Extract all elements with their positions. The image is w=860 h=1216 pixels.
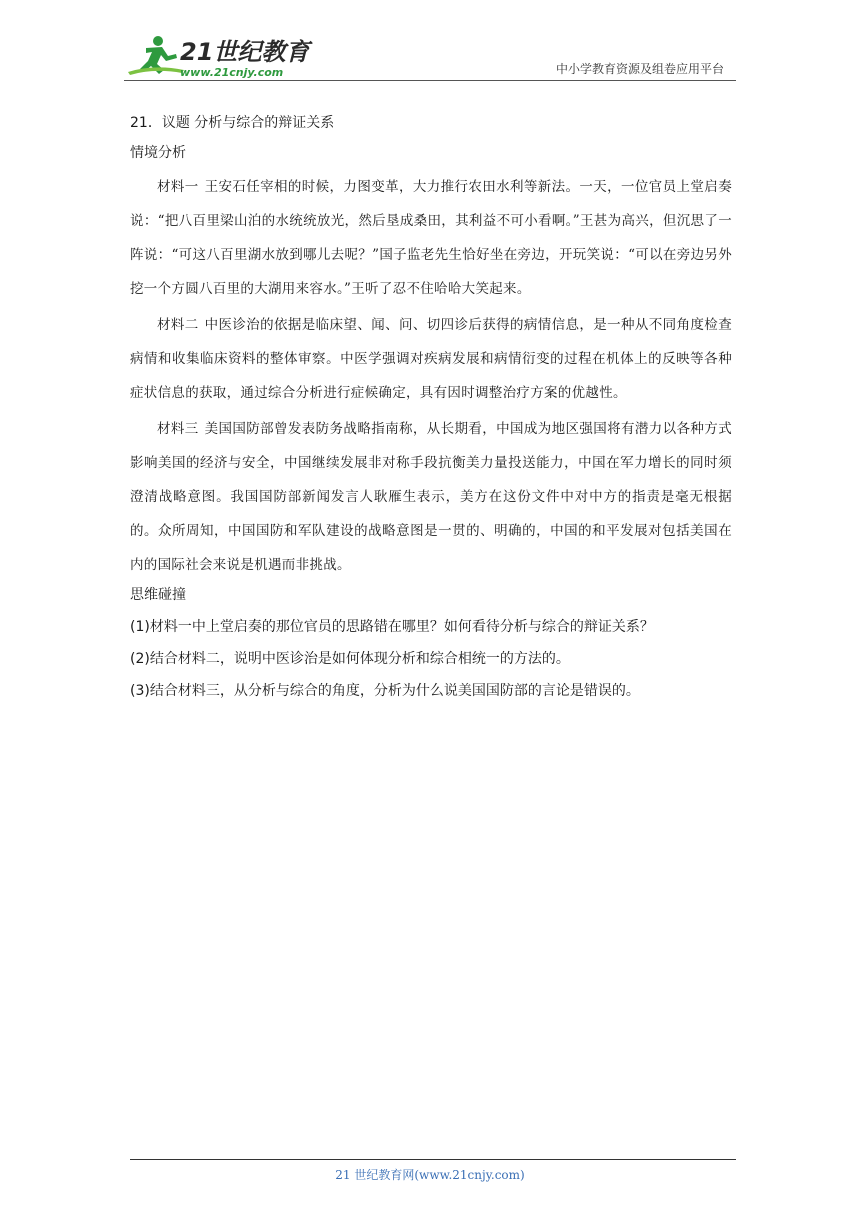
sub-question-3: (3)结合材料三，从分析与综合的角度，分析为什么说美国国防部的言论是错误的。 bbox=[130, 683, 640, 699]
material-2 bbox=[130, 308, 732, 410]
header-platform-text: 中小学教育资源及组卷应用平台 bbox=[555, 62, 724, 76]
header-divider bbox=[124, 80, 736, 81]
material-text: 中医诊治的依据是临床望、闻、问、切四诊后获得的病情信息，是一种从不同角度检查病情和收集临床资料的整体审察。中医学强调对疾病发展和病情衍变的过程在机体上的反映等各种症状信息的获取，通过综合分析进行症候确定，具有因时调整治疗方案的优越性。 bbox=[130, 317, 732, 401]
material-text: 王安石任宰相的时候，力图变革，大力推行农田水利等新法。一天，一位官员上堂启奏说：“把八百里梁山泊的水统统放光，然后垦成桑田，其利益不可小看啊。”王甚为高兴，但沉思了一阵说：“可这八百里湖水放到哪儿去呢？”国子监老先生恰好坐在旁边，开玩笑说：“可以在旁边另外挖一个方圆八百里的大湖用来容水。”王听了忍不住哈哈大笑起来。 bbox=[130, 179, 732, 297]
logo-url: www.21cnjy.com bbox=[180, 66, 284, 79]
question-title: 21．议题 分析与综合的辩证关系 bbox=[130, 115, 335, 131]
material-3 bbox=[130, 412, 732, 582]
sub-question-2: (2)结合材料二，说明中医诊治是如何体现分析和综合相统一的方法的。 bbox=[130, 651, 570, 667]
footer-divider bbox=[130, 1159, 736, 1160]
material-1 bbox=[130, 170, 732, 306]
site-logo bbox=[124, 34, 310, 80]
material-text: 美国国防部曾发表防务战略指南称，从长期看，中国成为地区强国将有潜力以各种方式影响美国的经济与安全，中国继续发展非对称手段抗衡美力量投送能力，中国在军力增长的同时须澄清战略意图。我国国防部新闻发言人耿雁生表示，美方在这份文件中对中方的指责是毫无根据的。众所周知，中国国防和军队建设的战略意图是一贯的、明确的，中国的和平发展对包括美国在内的国际社会来说是机遇而非挑战。 bbox=[130, 421, 732, 573]
situation-heading: 情境分析 bbox=[130, 145, 186, 161]
material-label: 材料三 bbox=[157, 421, 199, 437]
footer-link[interactable]: 21 世纪教育网(www.21cnjy.com) bbox=[335, 1168, 525, 1182]
sub-question-1: (1)材料一中上堂启奏的那位官员的思路错在哪里？如何看待分析与综合的辩证关系？ bbox=[130, 619, 654, 635]
material-label: 材料一 bbox=[157, 179, 199, 195]
logo-text: 21世纪教育 bbox=[180, 38, 310, 66]
question-content bbox=[130, 112, 732, 712]
runner-icon bbox=[128, 36, 184, 75]
thinking-heading: 思维碰撞 bbox=[130, 587, 186, 603]
material-label: 材料二 bbox=[157, 317, 199, 333]
